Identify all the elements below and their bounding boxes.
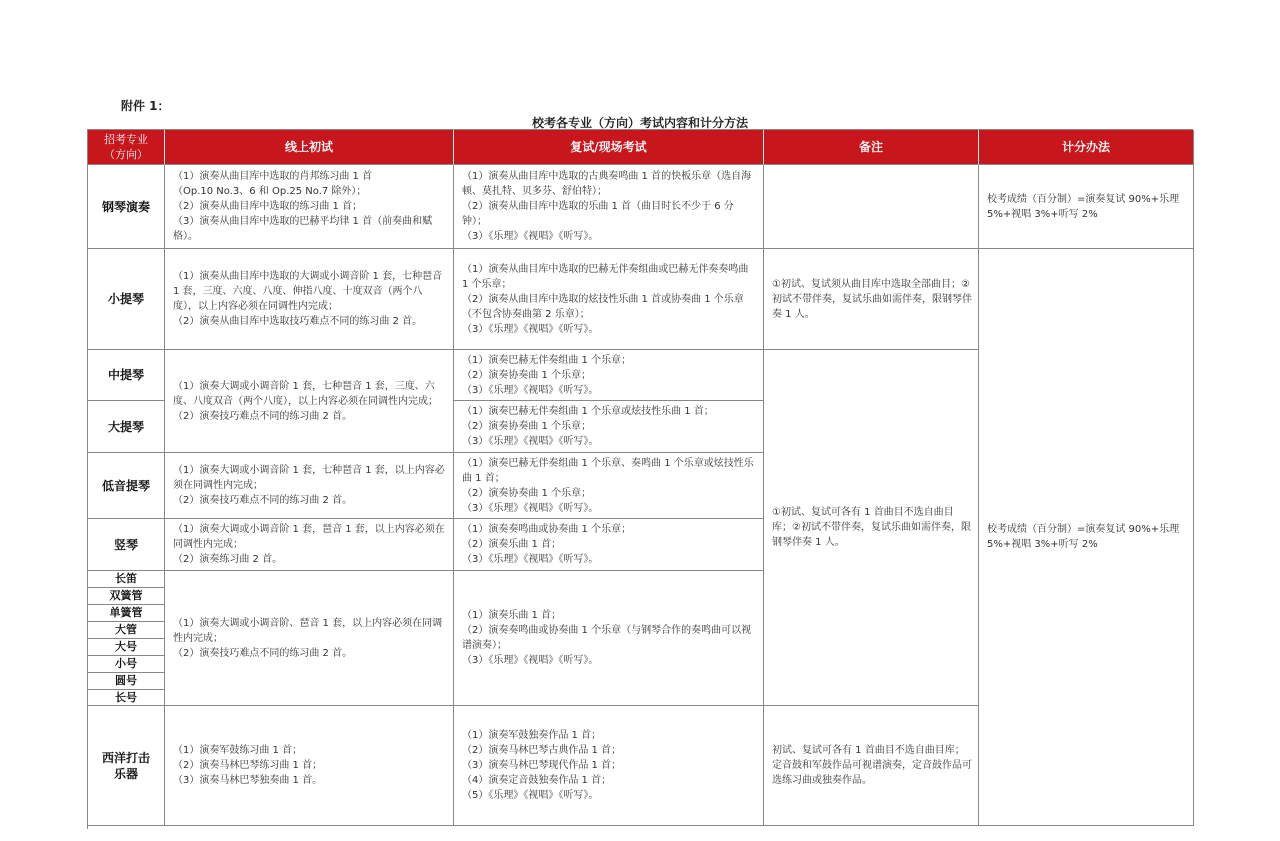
major-piano: 钢琴演奏 <box>88 165 165 249</box>
attachment-label: 附件 1： <box>121 99 170 113</box>
major-flute: 长笛 <box>88 571 165 588</box>
header-online: 线上初试 <box>165 130 454 165</box>
online-violin: （1）演奏从曲目库中选取的大调或小调音阶 1 套，七种琶音 1 套，三度、六度、八度、伸指八度、十度双音（两个八度），以上内容必须在同调性内完成； （2）演奏从曲目库中选取技巧难点不同的练习曲 2 首。 <box>165 249 454 350</box>
exam-table <box>87 129 1193 829</box>
document-title: 校考各专业（方向）考试内容和计分方法 <box>531 116 748 130</box>
major-horn: 圆号 <box>88 673 165 690</box>
online-percussion: （1）演奏军鼓练习曲 1 首； （2）演奏马林巴琴练习曲 1 首； （3）演奏马林巴琴独奏曲 1 首。 <box>165 706 454 826</box>
header-major: 招考专业 （方向） <box>88 130 165 165</box>
major-harp: 竖琴 <box>88 519 165 571</box>
major-double-bass: 低音提琴 <box>88 453 165 519</box>
retest-percussion: （1）演奏军鼓独奏作品 1 首； （2）演奏马林巴琴古典作品 1 首； （3）演奏马林巴琴现代作品 1 首； （4）演奏定音鼓独奏作品 1 首； （5）《乐理》《视唱》《听写》。 <box>454 706 764 826</box>
major-clarinet: 单簧管 <box>88 605 165 622</box>
notes-piano <box>764 165 979 249</box>
major-viola: 中提琴 <box>88 350 165 401</box>
retest-cello: （1）演奏巴赫无伴奏组曲 1 个乐章或炫技性乐曲 1 首； （2）演奏协奏曲 1 个乐章； （3）《乐理》《视唱》《听写》。 <box>454 401 764 453</box>
major-cello: 大提琴 <box>88 401 165 453</box>
header-notes: 备注 <box>764 130 979 165</box>
major-tuba: 大号 <box>88 639 165 656</box>
major-oboe: 双簧管 <box>88 588 165 605</box>
major-violin: 小提琴 <box>88 249 165 350</box>
major-percussion: 西洋打击 乐器 <box>88 706 165 826</box>
major-trumpet: 小号 <box>88 656 165 673</box>
scoring-others: 校考成绩（百分制）=演奏复试 90%+乐理 5%+视唱 3%+听写 2% <box>979 249 1194 826</box>
online-winds: （1）演奏大调或小调音阶、琶音 1 套，以上内容必须在同调性内完成； （2）演奏技巧难点不同的练习曲 2 首。 <box>165 571 454 706</box>
header-scoring: 计分办法 <box>979 130 1194 165</box>
major-bassoon: 大管 <box>88 622 165 639</box>
major-trombone: 长号 <box>88 690 165 706</box>
notes-group: ①初试、复试可各有 1 首曲目不选自曲目库；②初试不带伴奏，复试乐曲如需伴奏，限钢琴伴奏 1 人。 <box>764 350 979 706</box>
retest-piano: （1）演奏从曲目库中选取的古典奏鸣曲 1 首的快板乐章（选自海顿、莫扎特、贝多芬、舒伯特）； （2）演奏从曲目库中选取的乐曲 1 首（曲目时长不少于 6 分钟）； （3）《乐理》《视唱》《听写》。 <box>454 165 764 249</box>
online-piano: （1）演奏从曲目库中选取的肖邦练习曲 1 首 （Op.10 No.3、6 和 Op.25 No.7 除外）； （2）演奏从曲目库中选取的练习曲 1 首； （3）演奏从曲目库中选取的巴赫平均律 1 首（前奏曲和赋格）。 <box>165 165 454 249</box>
online-viola-cello: （1）演奏大调或小调音阶 1 套，七种琶音 1 套，三度、六度、八度双音（两个八度），以上内容必须在同调性内完成； （2）演奏技巧难点不同的练习曲 2 首。 <box>165 350 454 453</box>
header-retest: 复试/现场考试 <box>454 130 764 165</box>
retest-winds: （1）演奏乐曲 1 首； （2）演奏奏鸣曲或协奏曲 1 个乐章（与钢琴合作的奏鸣曲可以视谱演奏）； （3）《乐理》《视唱》《听写》。 <box>454 571 764 706</box>
retest-harp: （1）演奏奏鸣曲或协奏曲 1 个乐章； （2）演奏乐曲 1 首； （3）《乐理》《视唱》《听写》。 <box>454 519 764 571</box>
notes-violin: ①初试、复试须从曲目库中选取全部曲目；②初试不带伴奏，复试乐曲如需伴奏，限钢琴伴奏 1 人。 <box>764 249 979 350</box>
retest-viola: （1）演奏巴赫无伴奏组曲 1 个乐章； （2）演奏协奏曲 1 个乐章； （3）《乐理》《视唱》《听写》。 <box>454 350 764 401</box>
scoring-piano: 校考成绩（百分制）=演奏复试 90%+乐理 5%+视唱 3%+听写 2% <box>979 165 1194 249</box>
online-double-bass: （1）演奏大调或小调音阶 1 套，七种琶音 1 套，以上内容必须在同调性内完成； （2）演奏技巧难点不同的练习曲 2 首。 <box>165 453 454 519</box>
online-harp: （1）演奏大调或小调音阶 1 套，琶音 1 套，以上内容必须在同调性内完成； （2）演奏练习曲 2 首。 <box>165 519 454 571</box>
retest-double-bass: （1）演奏巴赫无伴奏组曲 1 个乐章、奏鸣曲 1 个乐章或炫技性乐曲 1 首； （2）演奏协奏曲 1 个乐章； （3）《乐理》《视唱》《听写》。 <box>454 453 764 519</box>
notes-percussion: 初试、复试可各有 1 首曲目不选自曲目库；定音鼓和军鼓作品可视谱演奏，定音鼓作品可选练习曲或独奏作品。 <box>764 706 979 826</box>
retest-violin: （1）演奏从曲目库中选取的巴赫无伴奏组曲或巴赫无伴奏奏鸣曲 1 个乐章； （2）演奏从曲目库中选取的炫技性乐曲 1 首或协奏曲 1 个乐章（不包含协奏曲第 2 乐章）； （3）《乐理》《视唱》《听写》。 <box>454 249 764 350</box>
